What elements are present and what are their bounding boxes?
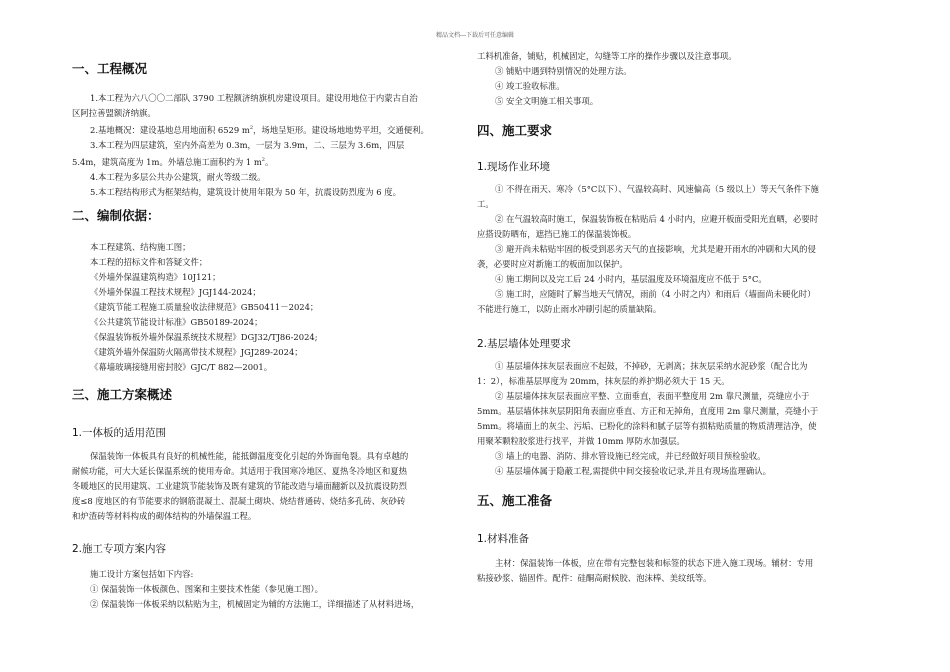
basis-line: 《公共建筑节能设计标准》GB50189-2024； — [90, 317, 263, 327]
base-wall-line: 5mm。将墙面上的灰尘、污垢、已粉化的涂料和腻子层等有损粘贴质量的物质清理洁净，使 — [477, 421, 817, 431]
overview-line: 2.基地概况：建设基地总用地面积 6529 $m^2$，场地呈矩形。建设场地地势平坦，交通便利。 — [90, 124, 429, 135]
environment-line: ④ 施工期间以及完工后 24 小时内，基层温度及环境温度应不低于 5°C。 — [495, 274, 767, 284]
scope-line: 和炉渣砖等材料构成的砌体结构的外墙保温工程。 — [72, 511, 257, 521]
environment-line: 袭，必要时应对新施工的板面加以保护。 — [477, 259, 628, 269]
basis-line: 《建筑外墙外保温防火隔离带技术规程》JGJ289-2024； — [90, 347, 303, 357]
overview-line: 5.4m，建筑高度为 1m。外墙总施工面积约为 1 $m^2$。 — [72, 156, 274, 167]
basis-line: 《保温装饰板外墙外保温系统技术规程》DGJ32/TJ86-2024; — [90, 332, 318, 342]
scope-line: 冬暖地区的民用建筑、工业建筑节能装饰及既有建筑的节能改造与墙面翻新以及抗震设防烈 — [72, 481, 407, 491]
subsection-title-content: 2.施工专项方案内容 — [72, 543, 167, 555]
overview-line: 区阿拉善盟额济纳旗。 — [72, 108, 156, 118]
section-title-basis: 二、编制依据： — [72, 208, 160, 223]
content-line: ① 保温装饰一体板颜色、图案和主要技术性能（参见施工图）。 — [90, 584, 323, 594]
section-title-plan: 三、施工方案概述 — [72, 387, 173, 402]
materials-line: 主材：保温装饰一体板，应在带有完整包装和标签的状态下进入施工现场。辅材：专用 — [495, 558, 814, 568]
base-wall-line: ② 基层墙体抹灰层表面应平整、立面垂直，表面平整度用 2m 靠尺测量，亮缝应小于 — [495, 391, 810, 401]
section-title-preparation: 五、施工准备 — [477, 493, 553, 508]
content-line: ② 保温装饰一体板采纳以粘贴为主，机械固定为辅的方法施工，详细描述了从材料进场， — [90, 599, 420, 609]
content-line: 施工设计方案包括如下内容: — [90, 569, 194, 579]
basis-line: 本工程的招标文件和答疑文件； — [90, 257, 208, 267]
basis-line: 《外墙外保温工程技术规程》JGJ144-2024； — [90, 287, 261, 297]
subsection-title-scope: 1.一体板的适用范围 — [72, 427, 167, 439]
environment-line: ③ 避开尚未粘贴牢固的板受到恶劣天气的直接影响，尤其是避开雨水的冲刷和大风的侵 — [495, 244, 816, 254]
basis-line: 《建筑节能工程施工质量验收法律规范》GB50411－2024； — [90, 302, 319, 312]
scope-line: 耐候功能，可大大延长保温系统的使用寿命。其适用于我国寒冷地区、夏热冬冷地区和夏热 — [72, 466, 407, 476]
basis-line: 《外墙外保温建筑构造》10J121； — [90, 272, 221, 282]
content-line: ④ 竣工验收标准。 — [495, 81, 565, 91]
basis-line: 《幕墙玻璃接缝用密封胶》GJC/T 882—2001。 — [90, 362, 273, 372]
environment-line: ① 不得在雨天、寒冷（5°C以下）、气温较高时、风速偏高（5 级以上）等天气条件下施 — [495, 184, 819, 194]
scope-line: 度≤8 度地区的有节能要求的钢筋混凝土、混凝土砌块、烧结普通砖、烧结多孔砖、灰砂砖 — [72, 496, 406, 506]
environment-line: 应搭设防晒布，遮挡已施工的保温装饰板。 — [477, 229, 637, 239]
environment-line: 工。 — [477, 199, 494, 209]
basis-line: 本工程建筑、结构施工图； — [90, 242, 191, 252]
content-line: ⑤ 安全文明施工相关事项。 — [495, 96, 599, 106]
environment-line: ② 在气温较高时施工，保温装饰板在粘贴后 4 小时内，应避开板面受阳光直晒，必要时 — [495, 214, 819, 224]
environment-line: 不能进行施工，以防止雨水冲刷引起的质量缺陷。 — [477, 304, 662, 314]
base-wall-line: ③ 墙上的电器、消防、排水管设施已经完成，并已经做好项目预检验收。 — [495, 451, 766, 461]
header-note: 精品文档---下载后可任意编辑 — [435, 32, 515, 39]
scope-line: 保温装饰一体板具有良好的机械性能，能抵御温度变化引起的外饰面龟裂。具有卓越的 — [90, 451, 409, 461]
base-wall-line: ① 基层墙体抹灰层表面应不起鼓，不掉砂，无剥离；抹灰层采纳水泥砂浆（配合比为 — [495, 361, 808, 371]
section-title-requirements: 四、施工要求 — [477, 123, 553, 138]
base-wall-line: 1：2），标准基层厚度为 20mm，抹灰层的养护期必须大于 15 天。 — [477, 376, 730, 386]
overview-line: 1.本工程为六八〇〇二部队 3790 工程额济纳旗机房建设项目。建设用地位于内蒙古自治 — [90, 93, 418, 103]
subsection-title-base-wall: 2.基层墙体处理要求 — [477, 338, 572, 350]
base-wall-line: 用聚苯颗粒胶浆进行找平，并做 10mm 厚防水加强层。 — [477, 436, 685, 446]
base-wall-line: ④ 基层墙体属于隐蔽工程,需提供中间交接验收记录,并且有现场监理确认。 — [495, 466, 771, 476]
materials-line: 粘接砂浆、锚固件。配件：硅酮高耐候胶、泡沫棒、美纹纸等。 — [477, 573, 712, 583]
content-line: 工料机准备，铺贴，机械固定，勾缝等工序的操作步骤以及注意事项。 — [477, 51, 737, 61]
overview-line: 4.本工程为多层公共办公建筑，耐火等级二级。 — [90, 171, 266, 182]
subsection-title-environment: 1.现场作业环境 — [477, 161, 551, 173]
overview-line: 5.本工程结构形式为框架结构，建筑设计使用年限为 50 年，抗震设防烈度为 6 度。 — [90, 186, 401, 197]
base-wall-line: 5mm。基层墙体抹灰层阴阳角表面应垂直、方正和无掉角，直度用 2m 靠尺测量，亮缝小于 — [477, 406, 819, 416]
content-line: ③ 铺贴中遇到特别情况的处理方法。 — [495, 66, 632, 76]
environment-line: ⑤ 施工时，应随时了解当地天气情况，雨前（4 小时之内）和雨后（墙面尚未硬化时） — [495, 289, 816, 299]
section-title-overview: 一、工程概况 — [72, 61, 148, 76]
overview-line: 3.本工程为四层建筑，室内外高差为 0.3m，一层为 3.9m，二、三层为 3.6m，四层 — [90, 139, 405, 150]
subsection-title-materials: 1.材料准备 — [477, 533, 530, 545]
